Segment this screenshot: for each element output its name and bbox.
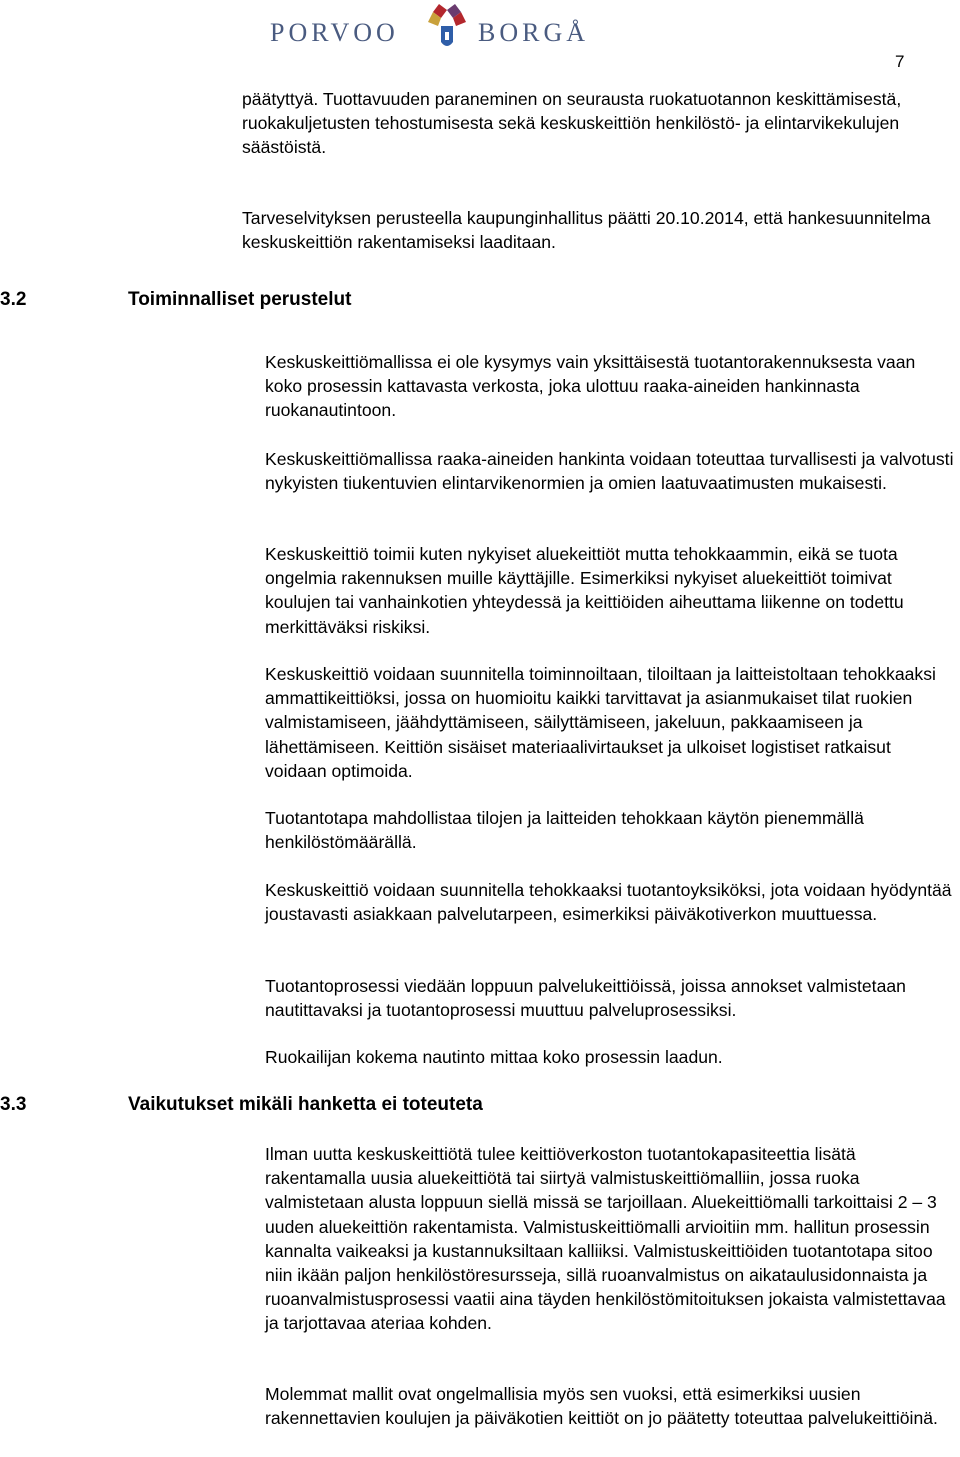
city-logo	[270, 4, 620, 52]
city-emblem-icon	[420, 4, 474, 52]
section-title: Toiminnalliset perustelut	[128, 289, 352, 310]
logo-text-porvoo: PORVOO	[270, 18, 399, 47]
body-paragraph: Keskuskeittiömallissa raaka-aineiden hankinta voidaan toteuttaa turvallisesti ja valvotusti nykyisten tiukentuvien elintarvikenormien ja omien laatuvaatimusten mukaisesti.	[265, 449, 954, 494]
section-heading-3-3	[0, 1094, 483, 1116]
section-number: 3.3	[0, 1094, 27, 1115]
body-paragraph: Tuotantotapa mahdollistaa tilojen ja laitteiden tehokkaan käytön pienemmällä henkilöstömäärällä.	[265, 808, 864, 853]
body-paragraph: Ruokailijan kokema nautinto mittaa koko prosessin laadun.	[265, 1047, 723, 1067]
section-number: 3.2	[0, 289, 27, 310]
intro-paragraph: päätyttyä. Tuottavuuden paraneminen on seurausta ruokatuotannon keskittämisestä, ruokakuljetusten tehostumisesta sekä keskuskeittiön henkilöstö- ja elintarvikekulujen säästöistä.	[242, 89, 902, 158]
intro-paragraph: Tarveselvityksen perusteella kaupunginhallitus päätti 20.10.2014, että hankesuunnitelma keskuskeittiön rakentamiseksi laaditaan.	[242, 208, 931, 253]
body-paragraph: Keskuskeittiömallissa ei ole kysymys vain yksittäisestä tuotantorakennuksesta vaan koko prosessin kattavasta verkosta, joka ulottuu raaka-aineiden hankinnasta ruokanautintoon.	[265, 352, 916, 421]
body-paragraph: Keskuskeittiö toimii kuten nykyiset aluekeittiöt mutta tehokkaammin, eikä se tuota ongelmia rakennuksen muille käyttäjille. Esimerkiksi nykyiset aluekeittiöt toimivat koulujen tai vanhainkotien yhteydessä ja keittiöiden aiheuttama liikenne on todettu merkittäväksi riskiksi.	[265, 544, 904, 637]
body-paragraph: Keskuskeittiö voidaan suunnitella toiminnoiltaan, tiloiltaan ja laitteistoltaan tehokkaaksi ammattikeittiöksi, jossa on huomioitu kaikki tarvittavat ja asianmukaiset tilat ruokien valmistamiseen, jäähdyttämiseen, säilyttämiseen, jakeluun, pakkaamiseen ja lähettämiseen. Keittiön sisäiset materiaalivirtaukset ja ulkoiset logistiset ratkaisut voidaan optimoida.	[265, 664, 936, 781]
page-number: 7	[895, 52, 905, 71]
body-paragraph: Keskuskeittiö voidaan suunnitella tehokkaaksi tuotantoyksiköksi, jota voidaan hyödyntää joustavasti asiakkaan palvelutarpeen, esimerkiksi päiväkotiverkon muuttuessa.	[265, 880, 952, 925]
logo-text-borga: BORGÅ	[478, 18, 590, 47]
body-paragraph: Molemmat mallit ovat ongelmallisia myös sen vuoksi, että esimerkiksi uusien rakennettavien koulujen ja päiväkotien keittiöt on jo päätetty toteuttaa palvelukeittiöinä.	[265, 1384, 938, 1429]
section-title: Vaikutukset mikäli hanketta ei toteuteta	[128, 1094, 483, 1115]
body-paragraph: Ilman uutta keskuskeittiötä tulee keittiöverkoston tuotantokapasiteettia lisätä rakentamalla uusia aluekeittiötä tai siirtyä valmistuskeittiömalliin, jossa ruoka valmistetaan alusta loppuun siellä missä se tarjoillaan. Aluekeittiömalli tarkoittaisi 2 – 3 uuden aluekeittiön rakentamista. Valmistuskeittiömalli arvioitiin mm. hallitun prosessin kannalta vaikeaksi ja kustannuksiltaan kalliiksi. Valmistuskeittiöiden tuotantotapa sitoo niin ikään paljon henkilöstöresursseja, sillä ruoanvalmistus on aikataulusidonnaista ja ruoanvalmistusprosessi vaatii aina täyden henkilöstömitoituksen jokaista valmistettavaa ja tarjottavaa ateriaa kohden.	[265, 1144, 946, 1334]
body-paragraph: Tuotantoprosessi viedään loppuun palvelukeittiöissä, joissa annokset valmistetaan nautittavaksi ja tuotantoprosessi muuttuu palveluprosessiksi.	[265, 976, 906, 1021]
section-heading-3-2	[0, 289, 351, 311]
